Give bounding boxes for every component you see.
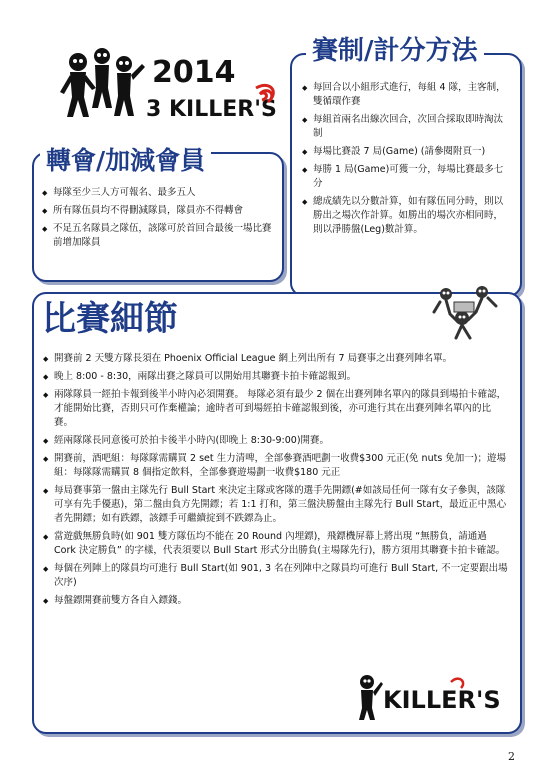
transfer-item: ◆ 不足五名隊員之隊伍，該隊可於首回合最後一場比賽前增加隊員 [42,222,274,250]
rules-item: ◆ 總成績先以分數計算，如有隊伍同分時，則以勝出之場次作計算。如勝出的場次亦相同時，則以淨勝盤(Leg)數計算。 [302,195,512,237]
page-number: 2 [508,750,515,763]
transfer-title: 轉會/加減會員 [40,148,211,173]
details-item: ◆ 開賽前，酒吧組：每隊隊需購買 2 set 生力清啤，全部參賽酒吧劃一收費$300 元正(免 nuts 免加一)；遊場組：每隊隊需購買 8 個指定飲料，全部參賽遊場劃一收費$180 元正 [43,452,508,480]
rules-item: ◆ 每勝 1 局(Game)可獲一分，每場比賽最多七分 [302,163,512,191]
logo-2014-killers [56,42,286,124]
logo-killers [355,670,505,722]
darts-icon [432,284,498,342]
details-item: ◆ 每個在列陣上的隊員均可進行 Bull Start(如 901, 3 名在列陣中之隊員均可進行 Bull Start, 不一定要跟出場次序) [43,562,508,590]
details-item: ◆ 兩隊隊員一經拍卡報到後半小時內必須開賽。 每隊必須有最少 2 個在出賽列陣名單內的隊員到場拍卡確認，才能開始比賽，否則只可作棄權論；逾時者可到場經拍卡確認報到後，亦可進行其在出賽列陣名單內的比賽。 [43,388,508,430]
transfer-item: ◆ 每隊至少三人方可報名、最多五人 [42,186,274,200]
transfer-item: ◆ 所有隊伍員均不得刪減隊員，隊員亦不得轉會 [42,204,274,218]
details-item: ◆ 晚上 8:00 - 8:30，兩隊出賽之隊員可以開始用其聯賽卡拍卡確認報到。 [43,370,508,384]
logo-year: 2014 [152,55,236,90]
details-item: ◆ 經兩隊隊長同意後可於拍卡後半小時內(即晚上 8:30-9:00)開賽。 [43,434,508,448]
details-item: ◆ 每局賽事第一盤由主隊先行 Bull Start 來決定主隊或客隊的選手先開鏢(#如該局任何一隊有女子參與，該隊可享有先手優惠)，第二盤由負方先開鏢；若 1:1 打和，第三盤決勝盤由主隊先行 Bull Start，最近正中黑心者先開鏢；如有跌鏢，該鏢手可繼續掟到不跌鏢為止。 [43,484,508,526]
rules-item: ◆ 每場比賽設 7 局(Game) (請參閱附頁一) [302,145,512,159]
rules-item: ◆ 每組首兩名出線次回合，次回合採取即時淘汰制 [302,113,512,141]
rules-box [290,53,522,297]
details-item: ◆ 當遊戲無勝負時(如 901 雙方隊伍均不能在 20 Round 內埋鏢)，飛鏢機屏幕上將出現 “無勝負，請通過 Cork 決定勝負” 的字樣，代表須要以 Bull Start 形式分出勝負(主場隊先行)，勝方須用其聯賽卡拍卡確認。 [43,530,508,558]
details-box [32,292,522,734]
details-item: ◆ 每盤鏢開賽前雙方各自入鏢錢。 [43,594,508,608]
details-item: ◆ 開賽前 2 天雙方隊長須在 Phoenix Official League 網上列出所有 7 局賽事之出賽列陣名單。 [43,352,508,366]
rules-list [292,55,520,237]
rules-item: ◆ 每回合以小組形式進行，每組 4 隊，主客制，雙循環作賽 [302,81,512,109]
logo-brand: 3 KILLER'S [146,97,277,122]
footer-logo-text: KILLER'S [383,686,501,714]
rules-title: 賽制/計分方法 [306,38,484,64]
details-title: 比賽細節 [42,299,178,339]
